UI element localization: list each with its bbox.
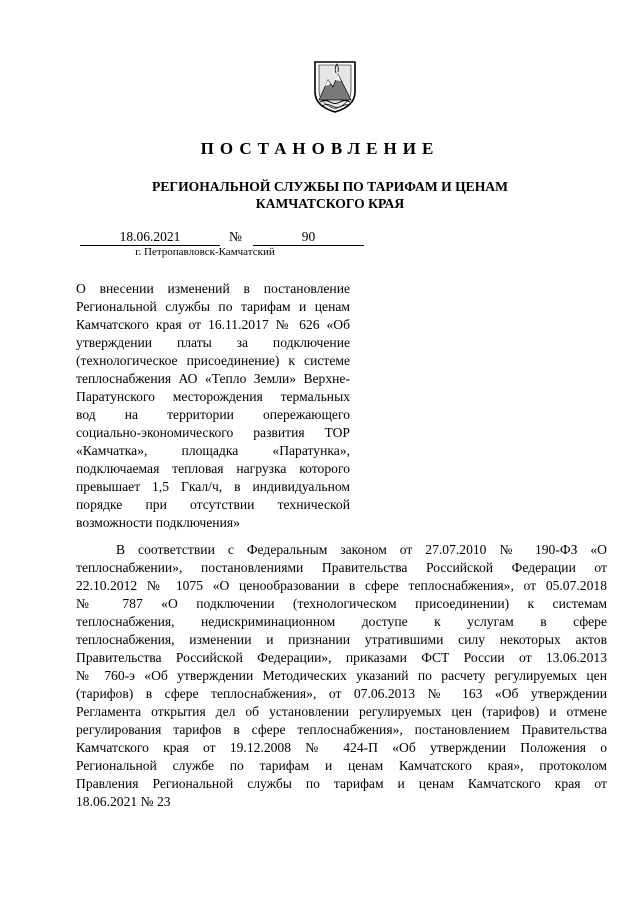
document-subject	[76, 280, 350, 532]
body-line: теплоснабжении», постановлениями Правительства Российской Федерации от	[76, 560, 607, 575]
subject-line: Камчатского края от 16.11.2017 № 626 «Об	[76, 317, 350, 332]
subject-line: вод на территории опережающего	[76, 407, 350, 422]
body-line: № 787 «О подключении (технологическом присоединении) к системам	[76, 596, 607, 611]
body-line: № 760-э «Об утверждении Методических указаний по расчету регулируемых цен	[76, 668, 607, 683]
subject-line: «Камчатка», площадка «Паратунка»,	[76, 443, 350, 458]
kamchatka-coat-of-arms-icon	[312, 58, 358, 114]
subject-line: подключаемая тепловая нагрузка которого	[76, 461, 350, 476]
authority-line: РЕГИОНАЛЬНОЙ СЛУЖБЫ ПО ТАРИФАМ И ЦЕНАМ	[152, 179, 508, 194]
number-sign: №	[229, 229, 242, 244]
subject-line: теплоснабжения АО «Тепло Земли» Верхне-	[76, 371, 350, 386]
document-title: ПОСТАНОВЛЕНИЕ	[200, 139, 440, 158]
body-line: Региональной службе по тарифам и ценам Камчатского края», протоколом	[76, 758, 607, 773]
subject-line: (технологическое присоединение) к системе	[76, 353, 350, 368]
subject-line: О внесении изменений в постановление	[76, 281, 350, 296]
body-line: В соответствии с Федеральным законом от 27.07.2010 № 190-ФЗ «О	[116, 542, 607, 557]
document-city: г. Петропавловск-Камчатский	[135, 246, 275, 258]
subject-line: социально-экономического развития ТОР	[76, 425, 350, 440]
body-line: (тарифов) в сфере теплоснабжения», от 07.06.2013 № 163 «Об утверждении	[76, 686, 607, 701]
authority-line: КАМЧАТСКОГО КРАЯ	[255, 196, 405, 211]
body-line: теплоснабжения, изменении и признании утратившими силу некоторых актов	[76, 632, 607, 647]
body-line: теплоснабжения, недискриминационном доступе к услугам в сфере	[76, 614, 607, 629]
subject-line: Паратунского месторождения термальных	[76, 389, 350, 404]
body-line: 22.10.2012 № 1075 «О ценообразовании в сфере теплоснабжения», от 05.07.2018	[76, 578, 607, 593]
subject-line: порядке при отсутствии технической	[76, 497, 350, 512]
subject-line: возможности подключения»	[76, 515, 240, 530]
subject-line: Региональной службы по тарифам и ценам	[76, 299, 350, 314]
document-date: 18.06.2021	[80, 229, 220, 246]
body-line: регулирования тарифов в сфере теплоснабжения», постановлением Правительства	[76, 722, 607, 737]
subject-line: утверждении платы за подключение	[76, 335, 350, 350]
subject-line: превышает 1,5 Гкал/ч, в индивидуальном	[76, 479, 350, 494]
body-line: Правления Региональной службы по тарифам и ценам Камчатского края от	[76, 776, 607, 791]
body-line: Правительства Российской Федерации», приказами ФСТ России от 13.06.2013	[76, 650, 607, 665]
document-number: 90	[253, 229, 364, 246]
issuing-authority	[120, 178, 540, 212]
document-body	[76, 541, 607, 811]
body-line: Камчатского края от 19.12.2008 № 424-П «Об утверждении Положения о	[76, 740, 607, 755]
body-line: Регламента открытия дел об установлении регулируемых цен (тарифов) и отмене	[76, 704, 607, 719]
body-line: 18.06.2021 № 23	[76, 794, 171, 809]
